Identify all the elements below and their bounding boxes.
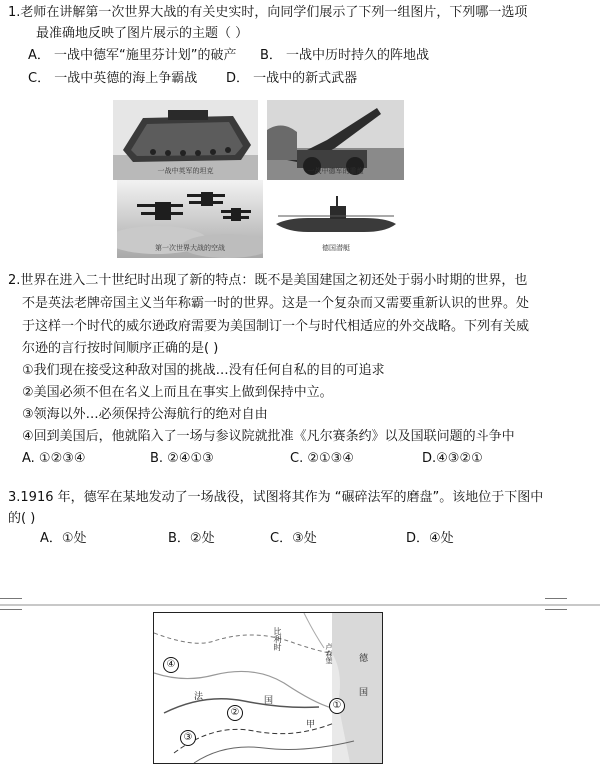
map-label-luxembourg: 卢森堡 bbox=[325, 643, 333, 664]
page-break bbox=[0, 604, 600, 606]
question-3 bbox=[8, 487, 598, 557]
question-2-stem-line-4: 尔逊的言行按时间顺序正确的是( ) bbox=[22, 341, 219, 356]
caption-german-submarine: 德国潜艇 bbox=[322, 244, 350, 252]
question-1 bbox=[8, 2, 598, 92]
western-front-map bbox=[153, 612, 383, 764]
question-2-stem-line-2: 不是英法老牌帝国主义当年称霸一时的世界。这是一个复杂而又需要重新认识的世界。处 bbox=[22, 296, 530, 311]
caption-british-tank: 一战中英军的坦克 bbox=[157, 167, 214, 175]
map-label-germany-2: 国 bbox=[359, 688, 369, 698]
q3-option-d: D．④处 bbox=[406, 531, 454, 546]
map-marker-4: ④ bbox=[163, 657, 179, 673]
q1-option-b: B． 一战中历时持久的阵地战 bbox=[260, 48, 430, 63]
question-1-stem-line-2: 最准确地反映了图片展示的主题（ ） bbox=[36, 26, 249, 41]
question-2-stem-line-1: 2.世界在进入二十世纪时出现了新的特点：既不是美国建国之初还处于弱小时期的世界，也 bbox=[8, 273, 528, 288]
caption-german-heavy-gun: 一战中德军的重炮 bbox=[307, 167, 364, 175]
page-break-mark-right bbox=[545, 598, 567, 610]
map-label-germany-1: 德 bbox=[359, 654, 369, 664]
q3-option-c: C．③处 bbox=[270, 531, 317, 546]
q2-option-c: C. ②①③④ bbox=[290, 451, 354, 466]
q2-option-d: D.④③②① bbox=[422, 451, 483, 466]
question-2-item-3: ③领海以外…必须保持公海航行的绝对自由 bbox=[22, 407, 268, 422]
q1-option-a: A． 一战中德军“施里芬计划”的破产 bbox=[28, 48, 237, 63]
map-label-france-2: 国 bbox=[264, 696, 274, 706]
map-marker-3: ③ bbox=[180, 730, 196, 746]
map-label-jia: 甲 bbox=[306, 720, 316, 730]
map-label-france-1: 法 bbox=[194, 692, 204, 702]
caption-air-battle: 第一次世界大战的空战 bbox=[155, 244, 225, 252]
question-2-stem-line-3: 于这样一个时代的威尔逊政府需要为美国制订一个与时代相适应的外交战略。下列有关威 bbox=[22, 319, 530, 334]
map-marker-2: ② bbox=[227, 705, 243, 721]
map-label-belgium: 比利时 bbox=[273, 627, 282, 651]
question-2-item-2: ②美国必须不但在名义上而且在事实上做到保持中立。 bbox=[22, 385, 333, 400]
q2-option-a: A. ①②③④ bbox=[22, 451, 86, 466]
q3-option-a: A．①处 bbox=[40, 531, 87, 546]
q1-option-c: C． 一战中英德的海上争霸战 bbox=[28, 71, 198, 86]
q3-option-b: B．②处 bbox=[168, 531, 215, 546]
question-3-stem-line-2: 的( ) bbox=[8, 511, 36, 526]
q2-option-b: B. ②④①③ bbox=[150, 451, 214, 466]
question-2-item-1: ①我们现在接受这种敌对国的挑战…没有任何自私的目的可追求 bbox=[22, 363, 385, 378]
question-1-stem-line-1: 1.老师在讲解第一次世界大战的有关史实时，向同学们展示了下列一组图片，下列哪一选项 bbox=[8, 5, 528, 20]
question-3-stem-line-1: 3.1916 年，德军在某地发动了一场战役，试图将其作为 “碾碎法军的磨盘”。该地位于下图中 bbox=[8, 490, 544, 505]
question-2-item-4: ④回到美国后，他就陷入了一场与参议院就批准《凡尔赛条约》以及国联问题的斗争中 bbox=[22, 429, 515, 444]
map-marker-1: ① bbox=[329, 698, 345, 714]
question-2 bbox=[8, 270, 598, 470]
q1-option-d: D． 一战中的新式武器 bbox=[226, 71, 358, 86]
